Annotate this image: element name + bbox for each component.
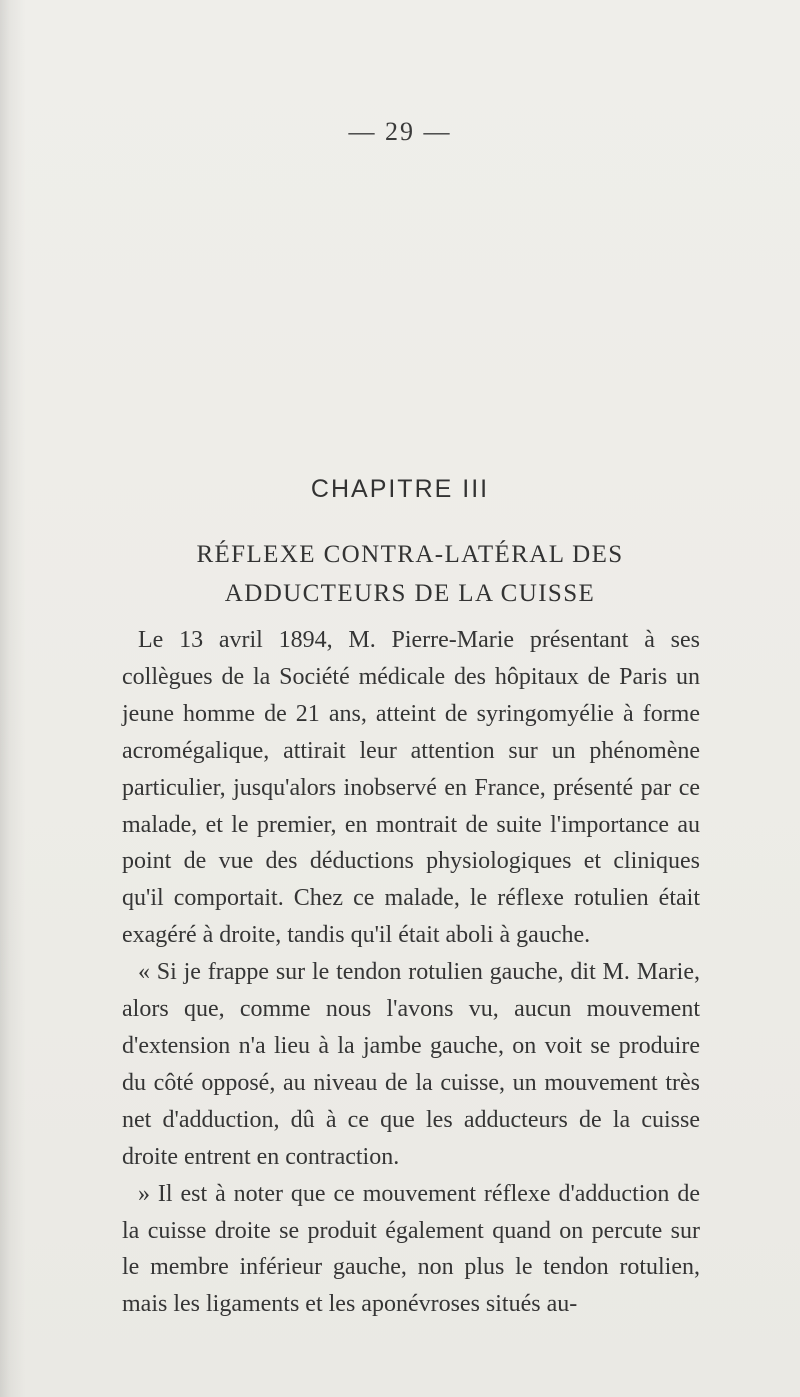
page-number: — 29 —: [348, 117, 452, 146]
paragraph-3: » Il est à noter que ce mouvement réflexe d'adduction de la cuisse droite se produit également quand on percute sur le membre inférieur gauche, non plus le tendon rotulien, mais les ligaments et les aponévroses situés au-: [122, 1180, 700, 1318]
chapter-title: RÉFLEXE CONTRA-LATÉRAL DES ADDUCTEURS DE LA CUISSE: [196, 541, 624, 607]
body-text: [122, 622, 700, 1323]
paragraph-2: « Si je frappe sur le tendon rotulien gauche, dit M. Marie, alors que, comme nous l'avons vu, aucun mouvement d'extension n'a lieu à la jambe gauche, on voit se produire du côté opposé, au niveau de la cuisse, un mouvement très net d'adduction, dû à ce que les adducteurs de la cuisse droite entrent en contraction.: [122, 959, 700, 1170]
chapter-heading: CHAPITRE III: [310, 475, 490, 503]
paragraph-1: Le 13 avril 1894, M. Pierre-Marie présentant à ses collègues de la Société médicale des hôpitaux de Paris un jeune homme de 21 ans, atteint de syringomyélie à forme acromégalique, attirait leur attention sur un phénomène particulier, jusqu'alors inobservé en France, présenté par ce malade, et le premier, en montrait de suite l'importance au point de vue des déductions physiologiques et cliniques qu'il comportait. Chez ce malade, le réflexe rotulien était exagéré à droite, tandis qu'il était aboli à gauche.: [122, 627, 700, 949]
